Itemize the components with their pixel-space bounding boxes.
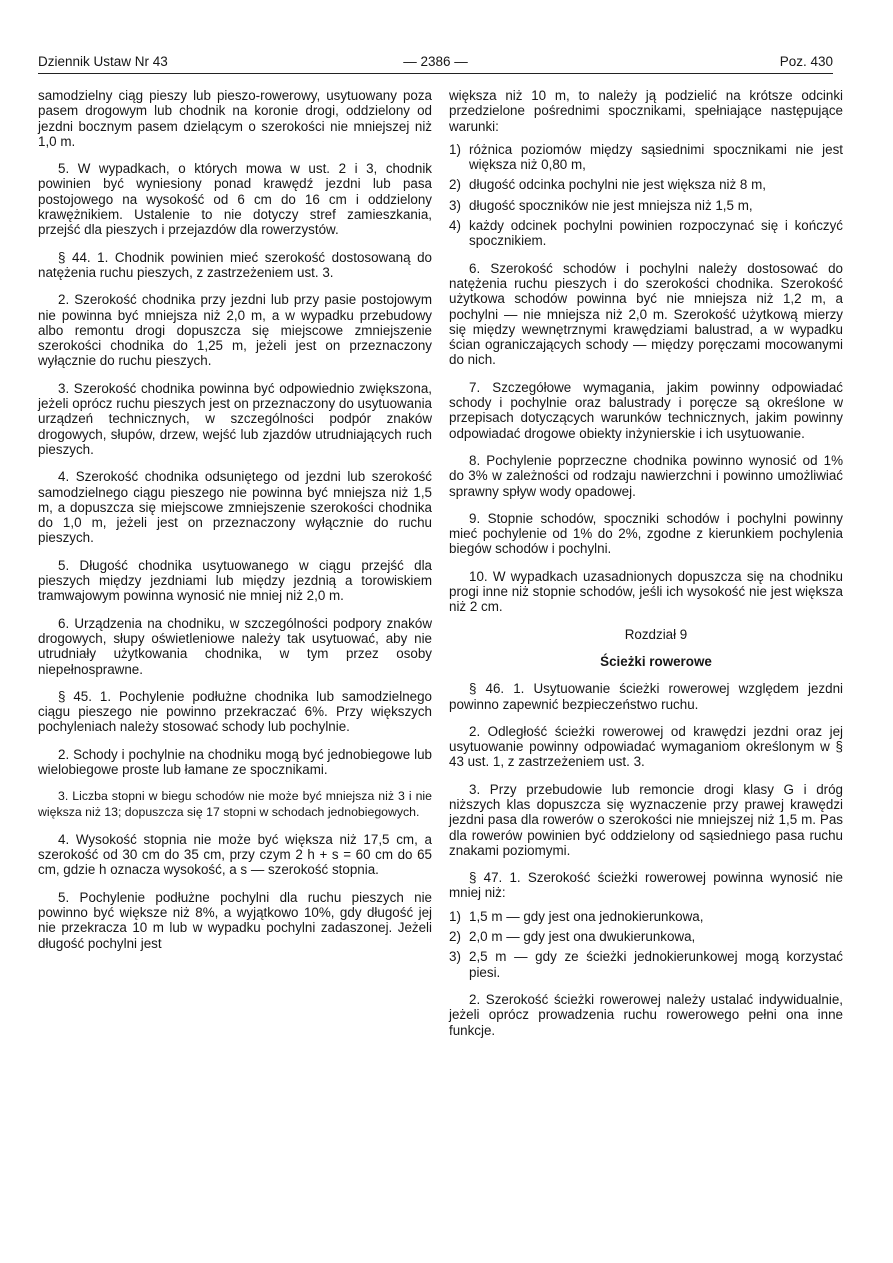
page-number: — 2386 — [403, 54, 468, 69]
paragraph: § 45. 1. Pochylenie podłużne chodnika lub samodzielnego ciągu pieszego nie powinno przekraczać 6%. Przy większych pochyleniach należy stosować schody lub pochylnie. [38, 688, 432, 735]
chapter-heading: Rozdział 9 [624, 626, 688, 642]
paragraph: 10. W wypadkach uzasadnionych dopuszcza się na chodniku progi inne niż stopnie schodów, jeśli ich wysokość nie jest większa niż 2 cm. [449, 568, 843, 615]
paragraph: samodzielny ciąg pieszy lub pieszo-rowerowy, usytuowany poza pasem drogowym lub chodnik na koronie drogi, oddzielony od jezdni bocznym pasem dzielącym o szerokości nie mniejszej niż 1,0 m. [38, 88, 432, 149]
chapter-title: Ścieżki rowerowe [600, 653, 712, 669]
list-item: 1) różnica poziomów między sąsiednimi spocznikami nie jest większa niż 0,80 m, [449, 141, 843, 173]
list-item: 2) długość odcinka pochylni nie jest większa niż 8 m, [449, 177, 766, 193]
paragraph: 6. Szerokość schodów i pochylni należy dostosować do natężenia ruchu pieszych i do szerokości chodnika. Szerokość użytkowa schodów powinna być nie mniejsza niż 1,2 m, a pochylni — nie mniejsza niż 2,0 m. Szerokość użytkową mierzy się między wewnętrznymi krawędziami balustrad, a w wypadku ścian ograniczających schody — między poręczami mocowanymi do nich. [449, 260, 843, 368]
paragraph: 3. Szerokość chodnika powinna być odpowiednio zwiększona, jeżeli oprócz ruchu pieszych jest on przeznaczony do usytuowania urządzeń technicznych, w szczególności podpór znaków drogowych, słupów, drzew, wejść lub zjazdów utrudniających ruch pieszych. [38, 380, 432, 457]
paragraph: 2. Schody i pochylnie na chodniku mogą być jednobiegowe lub wielobiegowe proste lub łamane ze spocznikami. [38, 746, 432, 777]
paragraph: 3. Przy przebudowie lub remoncie drogi klasy G i dróg niższych klas dopuszcza się wyznaczenie przy prawej krawędzi jezdni pasa dla rowerów o szerokości nie mniejszej niż 1,5 m. Pas dla rowerów powinien być oddzielony od sąsiedniego pasa ruchu znakami poziomymi. [449, 781, 843, 858]
paragraph: 2. Szerokość chodnika przy jezdni lub przy pasie postojowym nie powinna być mniejsza niż 2,0 m, a w wypadku przebudowy albo remontu drogi dopuszcza się miejscowe zmniejszenie szerokości chodnika do 1,25 m, jeżeli jest on przeznaczony wyłącznie do ruchu pieszych. [38, 292, 432, 369]
width-list [449, 909, 843, 980]
list-item: 3) długość spoczników nie jest mniejsza niż 1,5 m, [449, 197, 753, 213]
paragraph: 5. W wypadkach, o których mowa w ust. 2 i 3, chodnik powinien być wyniesiony ponad krawędź jezdni lub pasa postojowego na wysokość od 6 cm do 16 cm i oddzielony krawężnikiem. Ustalenie to nie dotyczy stref zamieszkania, przejść dla pieszych i przejazdów dla rowerzystów. [38, 161, 432, 238]
right-column [449, 88, 843, 1050]
conditions-list [449, 142, 843, 249]
list-item: 2) 2,0 m — gdy jest ona dwukierunkowa, [449, 929, 696, 945]
paragraph: większa niż 10 m, to należy ją podzielić na krótsze odcinki przedzielone pośrednimi spocznikami, spełniające następujące warunki: [449, 88, 843, 134]
left-column [38, 88, 432, 963]
header-rule [38, 73, 833, 74]
paragraph: 6. Urządzenia na chodniku, w szczególności podpory znaków drogowych, słupy oświetleniowe należy tak usytuować, aby nie utrudniały użytkowania chodnika, w tym przez osoby niepełnosprawne. [38, 615, 432, 677]
paragraph: 2. Odległość ścieżki rowerowej od krawędzi jezdni oraz jej usytuowanie powinny odpowiadać wymaganiom określonym w § 43 ust. 1, z zastrzeżeniem ust. 3. [449, 723, 843, 770]
list-item: 3) 2,5 m — gdy ze ścieżki jednokierunkowej mogą korzystać piesi. [449, 949, 843, 980]
paragraph: 5. Długość chodnika usytuowanego w ciągu przejść dla pieszych między jezdniami lub między jezdnią a torowiskiem tramwajowym powinna wynosić nie mniej niż 2,0 m. [38, 557, 432, 604]
paragraph: 8. Pochylenie poprzeczne chodnika powinno wynosić od 1% do 3% w zależności od rodzaju nawierzchni i powinno umożliwiać sprawny spływ wody opadowej. [449, 452, 843, 499]
page-header [38, 52, 833, 72]
paragraph: § 46. 1. Usytuowanie ścieżki rowerowej względem jezdni powinno zapewnić bezpieczeństwo ruchu. [449, 681, 843, 712]
paragraph: 5. Pochylenie podłużne pochylni dla ruchu pieszych nie powinno być większe niż 8%, a wyjątkowo 10%, gdy długość jej nie przekracza 10 m lub w wypadku pochylni zadaszonej. Jeżeli długość pochylni jest [38, 889, 432, 951]
paragraph: § 44. 1. Chodnik powinien mieć szerokość dostosowaną do natężenia ruchu pieszych, z zastrzeżeniem ust. 3. [38, 249, 432, 280]
paragraph: § 47. 1. Szerokość ścieżki rowerowej powinna wynosić nie mniej niż: [449, 870, 843, 901]
paragraph: 3. Liczba stopni w biegu schodów nie może być mniejsza niż 3 i nie większa niż 13; dopuszcza się 17 stopni w schodach jednobiegowych. [38, 789, 432, 819]
list-item: 1) 1,5 m — gdy jest ona jednokierunkowa, [449, 908, 704, 924]
position-number: Poz. 430 [779, 54, 833, 69]
paragraph: 7. Szczegółowe wymagania, jakim powinny odpowiadać schody i pochylnie oraz balustrady i poręcze są określone w przepisach dotyczących warunków technicznych, jakim powinny odpowiadać drogowe obiekty inżynierskie i ich usytuowanie. [449, 379, 843, 441]
paragraph: 2. Szerokość ścieżki rowerowej należy ustalać indywidualnie, jeżeli oprócz prowadzenia ruchu rowerowego pełni ona inne funkcje. [449, 991, 843, 1038]
paragraph: 4. Szerokość chodnika odsuniętego od jezdni lub szerokość samodzielnego ciągu pieszego nie powinna być mniejsza niż 1,5 m, a dopuszcza się miejscowe zmniejszenie szerokości chodnika do 1,0 m, jeżeli jest on przeznaczony wyłącznie do ruchu pieszych. [38, 469, 432, 546]
journal-title: Dziennik Ustaw Nr 43 [38, 54, 168, 69]
paragraph: 4. Wysokość stopnia nie może być większa niż 17,5 cm, a szerokość od 30 cm do 35 cm, przy czym 2 h + s = 60 cm do 65 cm, gdzie h oznacza wysokość, a s — szerokość stopnia. [38, 831, 432, 878]
list-item: 4) każdy odcinek pochylni powinien rozpoczynać się i kończyć spocznikiem. [449, 218, 843, 249]
paragraph: 9. Stopnie schodów, spoczniki schodów i pochylni powinny mieć pochylenie od 1% do 2%, zgodne z kierunkiem pochylenia biegów schodów i pochylni. [449, 510, 843, 557]
